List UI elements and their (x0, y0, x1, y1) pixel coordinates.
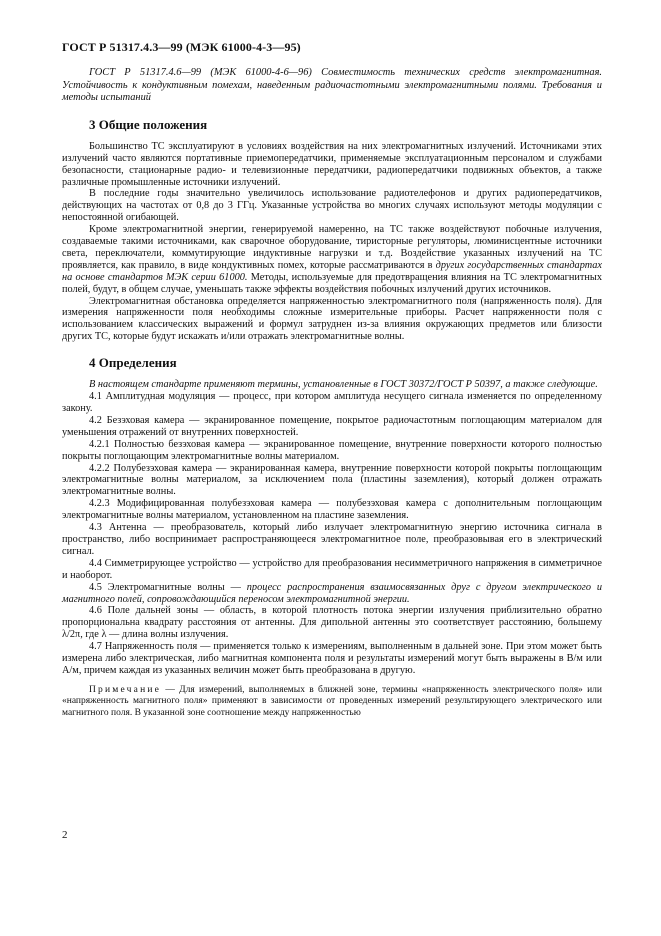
page-number: 2 (62, 829, 68, 841)
text-run: 4.5 Электромагнитные волны — (89, 581, 247, 593)
definition-4-3: 4.3 Антенна — преобразователь, который либо излучает электромагнитную энергию источника сигнала в пространство, либо воспринимает распространяющееся электромагнитное поле, преобразовывая его в электрический сигнал. (62, 522, 602, 557)
paragraph: В последние годы значительно увеличилось использование радиотелефонов и других радиопередатчиков, действующих на частотах от 0,8 до 3 ГГц. Указанные устройства во многих случаях используют методы модуляции с непостоянной огибающей. (62, 188, 602, 224)
definitions-intro: В настоящем стандарте применяют термины, установленные в ГОСТ 30372/ГОСТ Р 50397, а также следующие. (89, 379, 598, 391)
italic-run: других государственных стандартах на основе стандартов МЭК серии 61000. (62, 259, 602, 283)
section-3-title: 3 Общие положения (89, 116, 208, 132)
document-header: ГОСТ Р 51317.4.3—99 (МЭК 61000-4-3—95) (62, 40, 301, 54)
text-run: Методы, используемые для предотвращения влияния на ТС электромагнитных полей, будут, в общем случае, уменьшать также эффекты воздействия побочных излучений других источников. (62, 271, 602, 295)
reference-entry: ГОСТ Р 51317.4.6—99 (МЭК 61000-4-6—96) Совместимость технических средств электромагнитная. Устойчивость к кондуктивным помехам, наведенным радиочастотными электромагнитными полями. Требования и методы испытаний (62, 67, 602, 104)
definition-4-6: 4.6 Поле дальней зоны — область, в которой плотность потока энергии излучения приблизительно обратно пропорциональна квадрату расстояния от антенны. Для дипольной антенны это соответствует расстоянию, большему λ/2π, где λ — длина волны излучения. (62, 605, 602, 641)
paragraph (62, 224, 602, 295)
section-4-title: 4 Определения (89, 355, 177, 371)
definition-4-2-3: 4.2.3 Модифицированная полубезэховая камера — полубезэховая камера с дополнительным поглощающим электромагнитные волны материалом, установленном на пластине заземления. (62, 498, 602, 522)
paragraph: Электромагнитная обстановка определяется напряженностью электромагнитного поля (напряженность поля). Для измерения напряженности поля необходимы сложные измерительные приборы. Расчет напряженности поля с использованием классических выражений и формул затруднен из-за влияния окружающих предметов или близости других ТС, которые будут искажать и/или отражать электромагнитные волны. (62, 295, 602, 343)
note-label: Примечание (89, 684, 162, 695)
definition-4-2-2: 4.2.2 Полубезэховая камера — экранированная камера, внутренние поверхности которой покрыты поглощающим электромагнитные волны материалом, за исключением пола (пластины заземления), который должен отражать электромагнитные волны. (62, 462, 602, 498)
italic-run: процесс распространения взаимосвязанных друг с другом электрического и магнитного полей, сопровождающийся переносом электромагнитной энергии. (62, 581, 602, 605)
text-run: Кроме электромагнитной энергии, генерируемой намеренно, на ТС также воздействуют побочные излучения, создаваемые такими источниками, как сварочное оборудование, тиристорные регуляторы, люминисцентные источники света, переключатели, коммутирующие индуктивные нагрузки и т.д. Воздействие указанных излучений на ТС проявляется, как правило, в виде кондуктивных помех, которые рассматриваются в (62, 224, 602, 271)
paragraph: Большинство ТС эксплуатируют в условиях воздействия на них электромагнитных излучений. Источниками этих излучений часто являются портативные приемопередатчики, применяемые эксплуатационным персоналом и службами безопасности, стационарные радио- и телевизионные передатчики, радиопередатчики подвижных объектов, а также различные промышленные источники излучений. (62, 140, 602, 188)
definition-4-2: 4.2 Безэховая камера — экранированное помещение, покрытое радиочастотным поглощающим материалом для уменьшения отражений от внутренних поверхностей. (62, 414, 602, 438)
definition-4-5 (62, 582, 602, 606)
note (62, 685, 602, 720)
document-page (62, 40, 602, 720)
definition-4-7: 4.7 Напряженность поля — применяется только к измерениям, выполненным в дальней зоне. При этом может быть измерена либо электрическая, либо магнитная компонента поля и результаты измерений могут быть выражены в В/м или А/м, причем каждая из указанных величин может быть преобразована в другую. (62, 641, 602, 676)
note-text: — Для измерений, выполняемых в ближней зоне, термины «напряженность электрического поля» или «напряженность магнитного поля» применяют в зависимости от проведенных измерений результирующего электрического или магнитного поля. В указанной зоне соотношение между напряженностью (62, 684, 602, 719)
definition-4-4: 4.4 Симметрирующее устройство — устройство для преобразования несимметричного напряжения в симметричное и наоборот. (62, 557, 602, 581)
definition-4-2-1: 4.2.1 Полностью безэховая камера — экранированное помещение, внутренние поверхности которого полностью покрыты поглощающим электромагнитные волны материалом. (62, 438, 602, 462)
definition-4-1: 4.1 Амплитудная модуляция — процесс, при котором амплитуда несущего сигнала изменяется по определенному закону. (62, 391, 602, 414)
